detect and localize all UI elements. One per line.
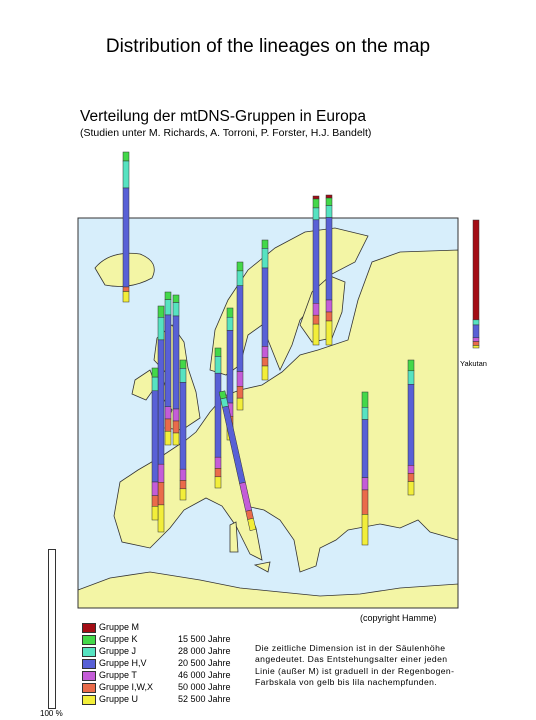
lineage-segment-gruppe-k bbox=[326, 198, 332, 206]
legend-item-gruppe-k bbox=[82, 634, 262, 645]
lineage-segment-gruppe-k bbox=[152, 368, 158, 377]
legend-item-gruppe-u bbox=[82, 694, 262, 705]
legend-item-gruppe-j bbox=[82, 646, 262, 657]
legend-swatch bbox=[82, 695, 96, 705]
lineage-segment-gruppe-m bbox=[326, 195, 332, 198]
scale-bar bbox=[48, 549, 56, 709]
lineage-segment-gruppe-i-w-x bbox=[362, 490, 368, 514]
lineage-column bbox=[173, 295, 179, 445]
legend-item-gruppe-iwx bbox=[82, 682, 262, 693]
legend-age: 28 000 Jahre bbox=[178, 646, 231, 656]
legend-label: Gruppe I,W,X bbox=[99, 682, 154, 692]
lineage-segment-gruppe-u bbox=[313, 324, 319, 345]
scale-label: 100 % bbox=[40, 709, 63, 718]
lineage-segment-gruppe-h-v bbox=[326, 218, 332, 301]
lineage-segment-gruppe-h-v bbox=[362, 420, 368, 478]
lineage-column bbox=[262, 240, 268, 380]
lineage-segment-gruppe-h-v bbox=[408, 384, 414, 465]
legend-label: Gruppe K bbox=[99, 634, 138, 644]
lineage-segment-gruppe-u bbox=[215, 477, 221, 488]
lineage-column bbox=[180, 360, 186, 500]
lineage-segment-gruppe-h-v bbox=[313, 220, 319, 303]
lineage-segment-gruppe-j bbox=[473, 320, 479, 325]
lineage-segment-gruppe-u bbox=[362, 514, 368, 545]
legend-swatch bbox=[82, 671, 96, 681]
lineage-segment-gruppe-j bbox=[173, 303, 179, 317]
yakutan-column-group bbox=[473, 220, 479, 348]
legend-label: Gruppe J bbox=[99, 646, 137, 656]
lineage-segment-gruppe-u bbox=[165, 431, 171, 445]
lineage-segment-gruppe-t bbox=[313, 303, 319, 315]
legend-label: Gruppe H,V bbox=[99, 658, 147, 668]
lineage-segment-gruppe-u bbox=[173, 433, 179, 445]
lineage-segment-gruppe-h-v bbox=[180, 382, 186, 469]
lineage-segment-gruppe-i-w-x bbox=[173, 421, 179, 433]
lineage-segment-gruppe-t bbox=[362, 478, 368, 490]
legend-item-gruppe-t bbox=[82, 670, 262, 681]
legend-note: Die zeitliche Dimension ist in der Säulenhöhe angedeutet. Das Entstehungsalter einer jeden Linie (außer M) ist graduell in der Regenbogen-Farbskala von gelb bis lila nachempfunden. bbox=[255, 643, 455, 687]
lineage-segment-gruppe-h-v bbox=[123, 188, 129, 287]
lineage-segment-gruppe-i-w-x bbox=[165, 419, 171, 431]
lineage-segment-gruppe-h-v bbox=[227, 330, 233, 403]
lineage-segment-gruppe-h-v bbox=[158, 340, 164, 464]
lineage-segment-gruppe-i-w-x bbox=[123, 287, 129, 292]
lineage-segment-gruppe-k bbox=[262, 240, 268, 248]
lineage-segment-gruppe-j bbox=[123, 161, 129, 188]
lineage-segment-gruppe-t bbox=[158, 464, 164, 482]
copyright-label: (copyright Hamme) bbox=[360, 613, 437, 623]
lineage-segment-gruppe-i-w-x bbox=[158, 482, 164, 505]
lineage-column bbox=[473, 220, 479, 348]
lineage-segment-gruppe-h-v bbox=[152, 391, 158, 482]
lineage-segment-gruppe-h-v bbox=[215, 373, 221, 457]
legend-age: 20 500 Jahre bbox=[178, 658, 231, 668]
lineage-segment-gruppe-i-w-x bbox=[237, 386, 243, 398]
lineage-segment-gruppe-m bbox=[313, 196, 319, 199]
lineage-segment-gruppe-h-v bbox=[237, 286, 243, 372]
lineage-segment-gruppe-t bbox=[215, 457, 221, 468]
lineage-segment-gruppe-i-w-x bbox=[262, 358, 268, 366]
lineage-segment-gruppe-u bbox=[473, 345, 479, 348]
lineage-segment-gruppe-t bbox=[180, 469, 186, 480]
legend-swatch bbox=[82, 647, 96, 657]
lineage-segment-gruppe-i-w-x bbox=[326, 312, 332, 321]
lineage-segment-gruppe-u bbox=[237, 398, 243, 410]
lineage-segment-gruppe-u bbox=[152, 506, 158, 520]
lineage-segment-gruppe-j bbox=[237, 271, 243, 286]
lineage-column bbox=[237, 262, 243, 410]
lineage-segment-gruppe-k bbox=[123, 152, 129, 161]
lineage-segment-gruppe-t bbox=[262, 346, 268, 357]
lineage-segment-gruppe-j bbox=[313, 208, 319, 220]
lineage-segment-gruppe-t bbox=[473, 338, 479, 342]
lineage-segment-gruppe-t bbox=[152, 482, 158, 496]
legend-swatch bbox=[82, 683, 96, 693]
legend-item-gruppe-m bbox=[82, 622, 262, 633]
lineage-segment-gruppe-h-v bbox=[173, 316, 179, 409]
legend-age: 15 500 Jahre bbox=[178, 634, 231, 644]
lineage-segment-gruppe-j bbox=[158, 317, 164, 340]
lineage-segment-gruppe-m bbox=[473, 220, 479, 320]
lineage-column bbox=[123, 152, 129, 302]
lineage-segment-gruppe-u bbox=[158, 505, 164, 532]
lineage-segment-gruppe-t bbox=[165, 407, 171, 419]
lineage-segment-gruppe-j bbox=[215, 356, 221, 373]
lineage-segment-gruppe-k bbox=[180, 360, 186, 368]
lineage-segment-gruppe-h-v bbox=[165, 315, 171, 407]
lineage-segment-gruppe-i-w-x bbox=[180, 480, 186, 488]
lineage-segment-gruppe-t bbox=[326, 300, 332, 312]
lineage-segment-gruppe-i-w-x bbox=[313, 315, 319, 324]
lineage-column bbox=[326, 195, 332, 345]
lineage-segment-gruppe-k bbox=[313, 199, 319, 208]
lineage-segment-gruppe-u bbox=[262, 366, 268, 380]
legend-age: 50 000 Jahre bbox=[178, 682, 231, 692]
lineage-segment-gruppe-u bbox=[123, 292, 129, 303]
lineage-segment-gruppe-i-w-x bbox=[473, 342, 479, 346]
lineage-segment-gruppe-h-v bbox=[473, 325, 479, 338]
legend-label: Gruppe M bbox=[99, 622, 140, 632]
page-title: Distribution of the lineages on the map bbox=[105, 36, 431, 57]
lineage-column bbox=[152, 368, 158, 520]
lineage-segment-gruppe-k bbox=[237, 262, 243, 271]
lineage-segment-gruppe-u bbox=[180, 489, 186, 500]
lineage-column bbox=[313, 196, 319, 345]
legend-item-gruppe-hv bbox=[82, 658, 262, 669]
lineage-segment-gruppe-j bbox=[152, 377, 158, 391]
legend-age: 52 500 Jahre bbox=[178, 694, 231, 704]
legend-swatch bbox=[82, 659, 96, 669]
lineage-segment-gruppe-h-v bbox=[262, 268, 268, 346]
lineage-column bbox=[165, 292, 171, 445]
study-credits: (Studien unter M. Richards, A. Torroni, P. Forster, H.J. Bandelt) bbox=[80, 127, 372, 139]
lineage-segment-gruppe-t bbox=[408, 465, 414, 473]
lineage-segment-gruppe-u bbox=[326, 321, 332, 345]
lineage-segment-gruppe-i-w-x bbox=[408, 473, 414, 481]
lineage-segment-gruppe-j bbox=[262, 248, 268, 268]
lineage-segment-gruppe-k bbox=[165, 292, 171, 300]
lineage-segment-gruppe-t bbox=[237, 372, 243, 387]
lineage-column bbox=[362, 392, 368, 545]
legend-swatch bbox=[82, 635, 96, 645]
map-subtitle: Verteilung der mtDNS-Gruppen in Europa bbox=[80, 108, 367, 125]
lineage-segment-gruppe-k bbox=[408, 360, 414, 371]
lineage-segment-gruppe-j bbox=[165, 300, 171, 315]
lineage-column bbox=[215, 348, 221, 488]
lineage-column bbox=[408, 360, 414, 495]
lineage-segment-gruppe-i-w-x bbox=[215, 468, 221, 476]
lineage-segment-gruppe-j bbox=[227, 317, 233, 330]
legend-age: 46 000 Jahre bbox=[178, 670, 231, 680]
lineage-segment-gruppe-j bbox=[326, 206, 332, 218]
lineage-segment-gruppe-j bbox=[408, 371, 414, 385]
lineage-segment-gruppe-k bbox=[215, 348, 221, 356]
lineage-segment-gruppe-u bbox=[408, 482, 414, 496]
lineage-segment-gruppe-k bbox=[173, 295, 179, 303]
yakutan-label: Yakutan bbox=[460, 359, 487, 368]
lineage-segment-gruppe-k bbox=[362, 392, 368, 407]
lineage-segment-gruppe-j bbox=[362, 407, 368, 419]
lineage-segment-gruppe-j bbox=[180, 368, 186, 382]
lineage-segment-gruppe-t bbox=[173, 409, 179, 421]
lineage-segment-gruppe-i-w-x bbox=[152, 496, 158, 507]
lineage-segment-gruppe-k bbox=[158, 306, 164, 317]
lineage-column bbox=[158, 306, 164, 532]
lineage-segment-gruppe-k bbox=[227, 308, 233, 317]
legend-label: Gruppe U bbox=[99, 694, 139, 704]
legend-swatch bbox=[82, 623, 96, 633]
legend-label: Gruppe T bbox=[99, 670, 137, 680]
